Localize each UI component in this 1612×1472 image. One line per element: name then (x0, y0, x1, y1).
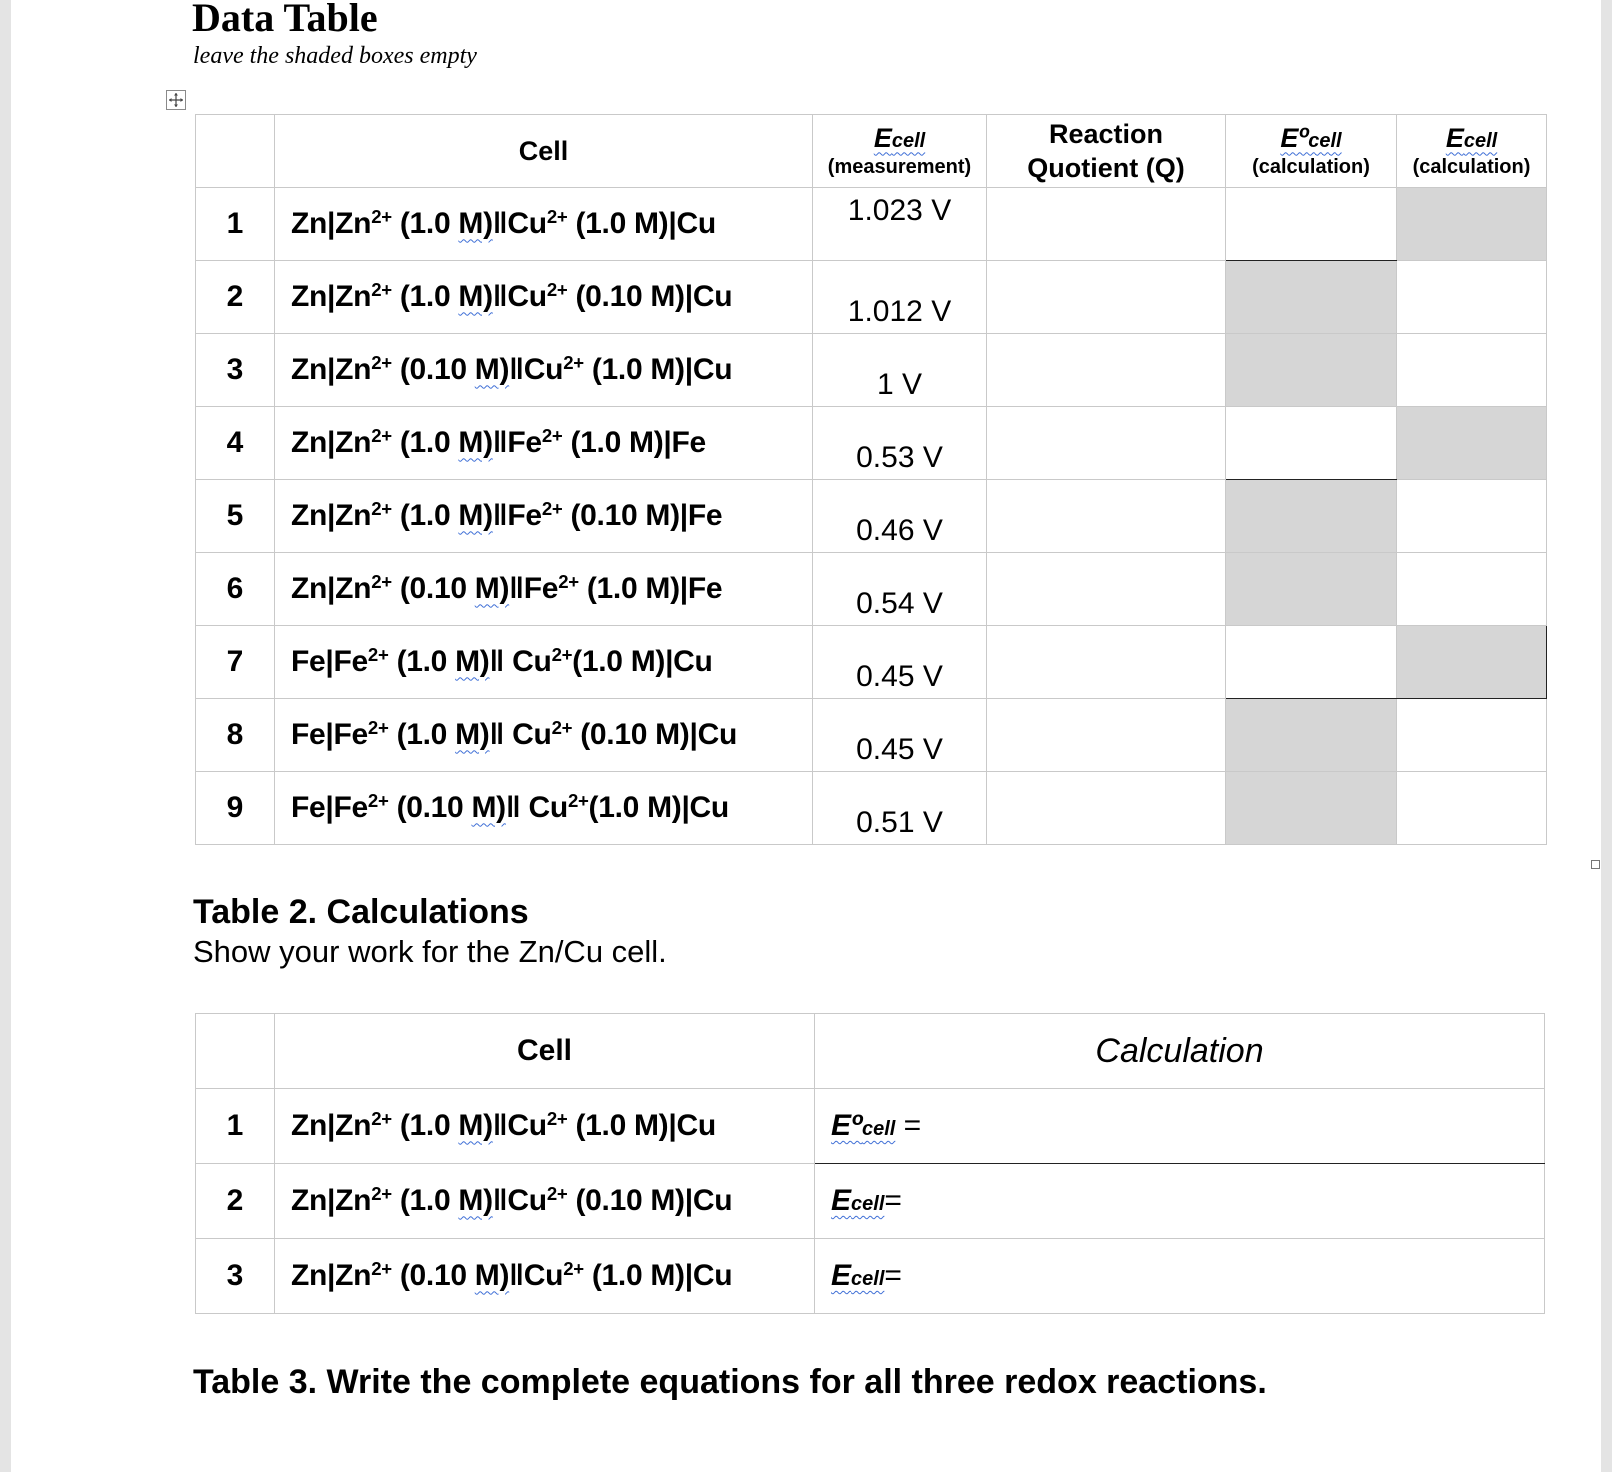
estandard-calc-shaded[interactable] (1226, 261, 1397, 334)
table-row (196, 407, 1547, 480)
table-row (196, 1239, 1545, 1314)
table-resize-handle[interactable] (1591, 860, 1600, 869)
table-move-handle[interactable] (166, 90, 186, 110)
ecell-calc-input[interactable] (1397, 772, 1547, 845)
cell-header: Cell (275, 115, 813, 188)
table3-title: Table 3. Write the complete equations for all three redox reactions. (193, 1363, 1267, 1401)
row-number: 2 (196, 261, 275, 334)
cell-notation: $Zn|Zn^{2+}$ (1.0 $M)‖Cu^{2+}$ (1.0 M)|Cu (275, 188, 813, 261)
row-number: 3 (196, 334, 275, 407)
table-header-row (196, 115, 1547, 188)
table-row (196, 480, 1547, 553)
ecell-calc-input[interactable] (1397, 261, 1547, 334)
reaction-quotient-input[interactable] (987, 407, 1226, 480)
table2-cell-header: Cell (275, 1014, 815, 1089)
table-row (196, 699, 1547, 772)
row-number: 1 (196, 188, 275, 261)
ecell-measurement-value[interactable]: 0.45 V (813, 699, 987, 772)
cell-notation: $Zn|Zn^{2+}$ (1.0 $M)‖Cu^{2+}$ (1.0 M)|Cu (275, 1089, 815, 1164)
calculation-input[interactable]: Ecell= (815, 1164, 1545, 1239)
cell-notation: $Zn|Zn^{2+}$ (1.0 $M)‖Cu^{2+}$ (0.10 M)|Cu (275, 261, 813, 334)
cell-notation: $Zn|Zn^{2+}$ (0.10 $M)‖Cu^{2+}$ (1.0 M)|Cu (275, 1239, 815, 1314)
ecell-measurement-header: Ecell (measurement) (813, 115, 987, 188)
ecell-measurement-value[interactable]: 1.023 V (813, 188, 987, 261)
cell-notation: $Fe|Fe^{2+}$ (1.0 M)‖ $Cu^{2+}(1.0$ M)|Cu (275, 626, 813, 699)
table2-num-header (196, 1014, 275, 1089)
data-table (195, 114, 1547, 845)
cell-notation: $Zn|Zn^{2+}$ (1.0 $M)‖Fe^{2+}$ (0.10 M)|Fe (275, 480, 813, 553)
calculation-input[interactable]: Ecell= (815, 1239, 1545, 1314)
table-row (196, 334, 1547, 407)
table2-title: Table 2. Calculations (193, 893, 529, 931)
reaction-quotient-input[interactable] (987, 188, 1226, 261)
table-row (196, 553, 1547, 626)
table2-header-row (196, 1014, 1545, 1089)
cell-notation: $Zn|Zn^{2+}$ (0.10 $M)‖Cu^{2+}$ (1.0 M)|Cu (275, 334, 813, 407)
move-arrows-icon (167, 91, 185, 109)
row-number: 2 (196, 1164, 275, 1239)
row-number: 3 (196, 1239, 275, 1314)
table2-subtitle: Show your work for the Zn/Cu cell. (193, 934, 667, 969)
page-subtitle: leave the shaded boxes empty (193, 43, 477, 69)
table-row (196, 261, 1547, 334)
ecell-calc-shaded[interactable] (1397, 188, 1547, 261)
ecell-calc-shaded[interactable] (1397, 407, 1547, 480)
cell-notation: $Zn|Zn^{2+}$ (0.10 $M)‖Fe^{2+}$ (1.0 M)|Fe (275, 553, 813, 626)
cell-notation: $Zn|Zn^{2+}$ (1.0 $M)‖Cu^{2+}$ (0.10 M)|Cu (275, 1164, 815, 1239)
estandard-calc-shaded[interactable] (1226, 480, 1397, 553)
estandard-calc-shaded[interactable] (1226, 334, 1397, 407)
document-page (11, 0, 1601, 1472)
ecell-calc-shaded[interactable] (1397, 626, 1547, 699)
ecell-measurement-value[interactable]: 1.012 V (813, 261, 987, 334)
table-row (196, 1089, 1545, 1164)
ecell-measurement-value[interactable]: 1 V (813, 334, 987, 407)
reaction-quotient-input[interactable] (987, 480, 1226, 553)
calculation-input[interactable]: Eºcell = (815, 1089, 1545, 1164)
estandard-calc-input[interactable] (1226, 626, 1397, 699)
row-number: 5 (196, 480, 275, 553)
estandard-symbol: Eºcell (1280, 122, 1342, 153)
reaction-quotient-input[interactable] (987, 699, 1226, 772)
row-number: 1 (196, 1089, 275, 1164)
row-number: 8 (196, 699, 275, 772)
table-row (196, 626, 1547, 699)
reaction-quotient-input[interactable] (987, 261, 1226, 334)
ecell-measurement-value[interactable]: 0.46 V (813, 480, 987, 553)
estandard-calc-input[interactable] (1226, 188, 1397, 261)
ecell-calc-input[interactable] (1397, 553, 1547, 626)
table-row (196, 188, 1547, 261)
estandard-calc-shaded[interactable] (1226, 553, 1397, 626)
estandard-calc-shaded[interactable] (1226, 772, 1397, 845)
row-number: 7 (196, 626, 275, 699)
reaction-quotient-input[interactable] (987, 626, 1226, 699)
calculations-table (195, 1013, 1545, 1314)
row-number: 9 (196, 772, 275, 845)
estandard-calc-shaded[interactable] (1226, 699, 1397, 772)
table-row (196, 1164, 1545, 1239)
cell-notation: $Fe|Fe^{2+}$ (0.10 M)‖ $Cu^{2+}(1.0$ M)|Cu (275, 772, 813, 845)
row-number: 4 (196, 407, 275, 480)
estandard-calc-input[interactable] (1226, 407, 1397, 480)
table2-calculation-header: Calculation (815, 1014, 1545, 1089)
ecell-calc-header: Ecell (calculation) (1397, 115, 1547, 188)
cell-notation: $Zn|Zn^{2+}$ (1.0 $M)‖Fe^{2+}$ (1.0 M)|Fe (275, 407, 813, 480)
ecell-measurement-value[interactable]: 0.51 V (813, 772, 987, 845)
page-title: Data Table (192, 0, 378, 40)
table-row (196, 772, 1547, 845)
ecell-symbol: Ecell (873, 122, 926, 153)
reaction-quotient-header: Reaction Quotient (Q) (987, 115, 1226, 188)
ecell-measurement-value[interactable]: 0.45 V (813, 626, 987, 699)
estandard-calc-header: Eºcell (calculation) (1226, 115, 1397, 188)
num-header (196, 115, 275, 188)
row-number: 6 (196, 553, 275, 626)
reaction-quotient-input[interactable] (987, 553, 1226, 626)
ecell-calc-input[interactable] (1397, 480, 1547, 553)
reaction-quotient-input[interactable] (987, 772, 1226, 845)
ecell-calc-input[interactable] (1397, 334, 1547, 407)
reaction-quotient-input[interactable] (987, 334, 1226, 407)
ecell-measurement-value[interactable]: 0.53 V (813, 407, 987, 480)
cell-notation: $Fe|Fe^{2+}$ (1.0 M)‖ $Cu^{2+}$ (0.10 M)|Cu (275, 699, 813, 772)
ecell-calc-symbol: Ecell (1445, 122, 1498, 153)
ecell-calc-input[interactable] (1397, 699, 1547, 772)
ecell-measurement-value[interactable]: 0.54 V (813, 553, 987, 626)
